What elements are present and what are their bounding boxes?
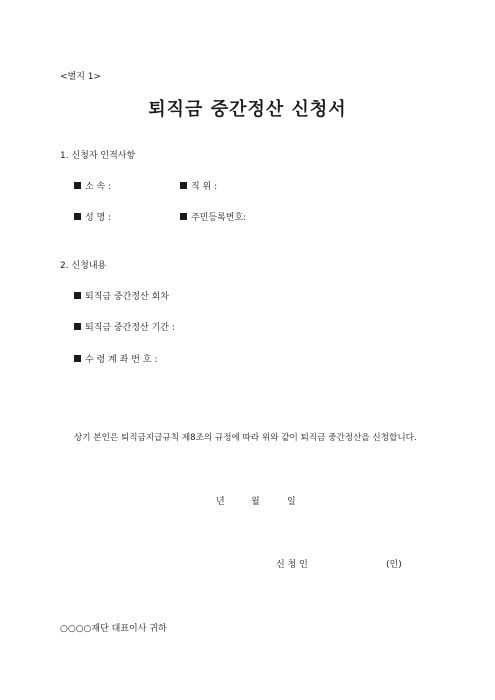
statement-text: 상기 본인은 퇴직금지급규칙 제8조의 규정에 따라 위와 같이 퇴직금 중간정산을 신청합니다. [74,433,417,443]
affiliation-label: 소 속 : [85,182,112,192]
addressee: ○○○○재단 대표이사 귀하 [60,624,167,634]
document-title: 퇴직금 중간정산 신청서 [148,99,347,120]
position-field [180,179,217,192]
settlement-period-label: 퇴직금 중간정산 기간 : [85,323,175,333]
account-number-field [74,352,157,365]
resident-id-label: 주민등록번호: [191,213,247,223]
account-number-label: 수 령 계 좌 번 호 : [85,355,158,365]
name-label: 성 명 : [85,213,112,223]
bullet-square-icon [74,213,81,220]
bullet-square-icon [180,213,187,220]
annex-label: <별지 1> [60,72,102,82]
settlement-round-field [74,289,169,302]
seal-mark: (인) [386,560,402,570]
name-field [74,210,111,223]
section-1-heading: 1. 신청자 인적사항 [60,151,136,161]
bullet-square-icon [180,182,187,189]
bullet-square-icon [74,292,81,299]
date-month: 월 [251,497,260,507]
position-label: 직 위 : [191,182,218,192]
settlement-round-label: 퇴직금 중간정산 회차 [85,292,169,302]
date-year: 년 [216,497,225,507]
bullet-square-icon [74,182,81,189]
date-day: 일 [287,497,296,507]
section-2-heading: 2. 신청내용 [60,261,107,271]
settlement-period-field [74,320,175,333]
applicant-label: 신 청 인 [276,560,308,570]
bullet-square-icon [74,323,81,330]
bullet-square-icon [74,355,81,362]
affiliation-field [74,179,111,192]
resident-id-field [180,210,246,223]
